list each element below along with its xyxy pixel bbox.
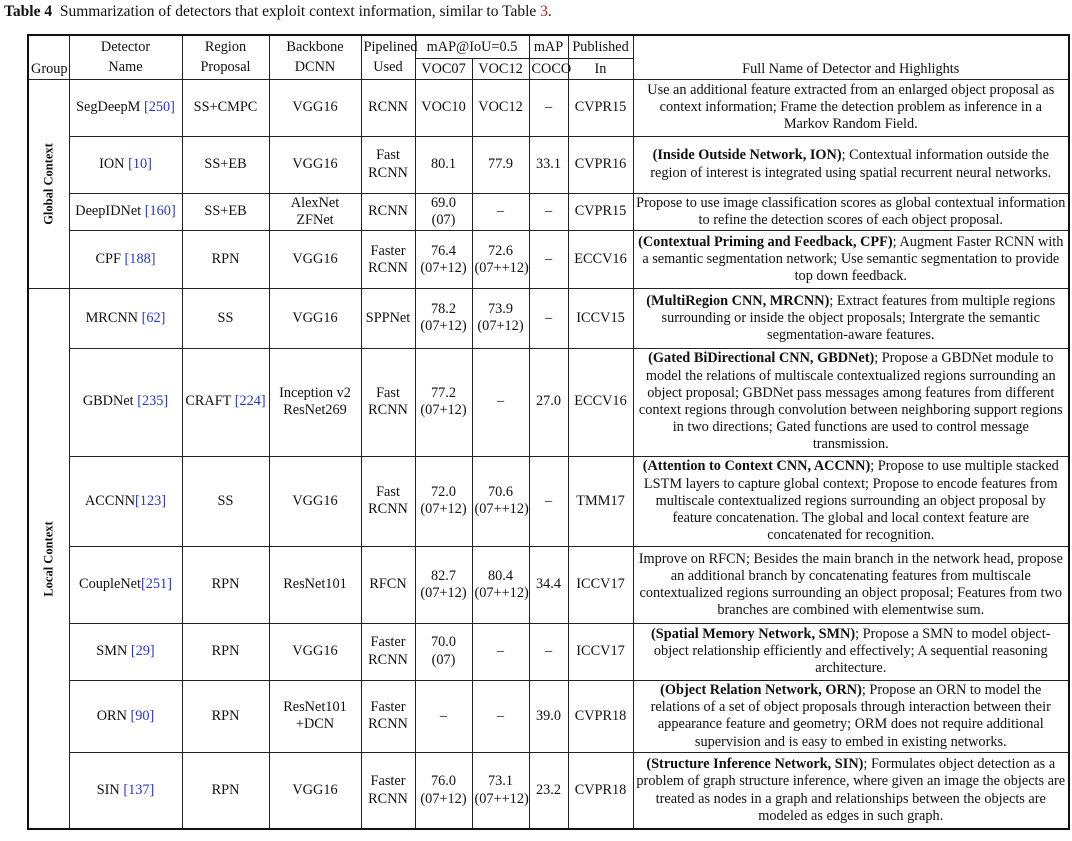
table-row (28, 456, 1069, 547)
header-map-coco-bottom: COCO (529, 58, 568, 79)
cell-line: RCNN (368, 98, 408, 115)
full-name: (Gated BiDirectional CNN, GBDNet) (648, 350, 875, 367)
group-local-context (28, 289, 69, 829)
voc12-cell (472, 193, 529, 231)
highlights-text: Use an additional feature extracted from an enlarged object proposal as context information; Frame the detection problem as inference in a Markov Random Field. (647, 81, 1055, 133)
table-row (28, 193, 1069, 231)
detector-name: GBDNet (82, 393, 134, 410)
full-name: (Inside Outside Network, ION) (652, 147, 842, 164)
cell-line: Fast (376, 484, 400, 501)
citation-link[interactable]: [62] (141, 309, 166, 326)
cell-line: VGG16 (292, 643, 338, 660)
backbone-cell (269, 456, 361, 547)
published-venue: CVPR18 (574, 781, 627, 798)
voc07-cell (415, 456, 472, 547)
highlights-cell (633, 753, 1069, 829)
cell-line: – (439, 707, 448, 724)
header-voc07: VOC07 (415, 58, 472, 79)
cell-line: 72.0 (430, 484, 457, 501)
backbone-cell (269, 231, 361, 289)
region-proposal-cell (182, 193, 269, 231)
coco-value: – (544, 309, 553, 326)
coco-cell (529, 79, 568, 136)
published-cell (568, 79, 633, 136)
published-venue: ICCV17 (576, 576, 625, 593)
cell-line: (07++12) (474, 584, 529, 601)
cell-line: Fast (376, 384, 400, 401)
header-region-proposal: Region Proposal (182, 35, 269, 79)
full-name: (Spatial Memory Network, SMN) (651, 625, 856, 642)
citation-link[interactable]: [235] (137, 393, 169, 410)
published-venue: CVPR16 (574, 155, 627, 172)
cell-line: VGG16 (292, 492, 338, 509)
cell-line: (07++12) (474, 790, 529, 807)
cell-line: (07++12) (474, 259, 529, 276)
detector-name-cell (69, 623, 182, 680)
voc07-cell (415, 753, 472, 829)
highlights-text: Propose to use image classification scores as global contextual information to refine the detection scores of each object proposal. (636, 194, 1066, 228)
highlights-cell (633, 348, 1069, 456)
voc12-cell (472, 79, 529, 136)
coco-value: 33.1 (536, 155, 562, 172)
pipeline-cell (361, 547, 415, 623)
region-proposal: RPN (211, 576, 240, 593)
cell-line: – (496, 707, 505, 724)
published-cell (568, 623, 633, 680)
cell-line: 77.2 (430, 384, 457, 401)
table-row (28, 289, 1069, 348)
detector-name: CoupleNet (79, 576, 141, 593)
detectors-table (27, 34, 1070, 830)
pipeline-cell (361, 623, 415, 680)
cell-line: AlexNet (290, 194, 340, 211)
cell-line: 73.9 (487, 301, 514, 318)
cell-line: (07+12) (477, 318, 524, 335)
backbone-cell (269, 547, 361, 623)
cell-line: ZFNet (296, 211, 334, 228)
cell-line: – (496, 643, 505, 660)
region-proposal: SS+CMPC (193, 98, 258, 115)
detector-name: CPF (95, 251, 121, 268)
cell-line: (07+12) (420, 318, 467, 335)
highlights-text: ; Contextual information outside the region of interest is integrated using spatial recurrent neural networks. (650, 147, 1052, 181)
coco-cell (529, 289, 568, 348)
pipeline-cell (361, 193, 415, 231)
voc12-cell (472, 136, 529, 193)
pipeline-cell (361, 136, 415, 193)
header-published-top: Published (568, 35, 633, 58)
backbone-cell (269, 136, 361, 193)
region-proposal-cell (182, 456, 269, 547)
header-published-bottom: In (568, 58, 633, 79)
voc07-cell (415, 193, 472, 231)
voc12-cell (472, 456, 529, 547)
coco-value: – (544, 251, 553, 268)
published-cell (568, 193, 633, 231)
detector-name-cell (69, 348, 182, 456)
group-global-context (28, 79, 69, 289)
backbone-cell (269, 623, 361, 680)
published-venue: ICCV15 (576, 309, 625, 326)
header-detector: Detector Name (69, 35, 182, 79)
backbone-cell (269, 79, 361, 136)
citation-link[interactable]: [123] (135, 492, 166, 509)
backbone-cell (269, 680, 361, 752)
citation-link[interactable]: [137] (123, 781, 155, 798)
citation-link[interactable]: [29] (130, 643, 155, 660)
coco-value: 34.4 (536, 576, 562, 593)
caption-table-ref[interactable]: 3 (540, 3, 548, 20)
detector-name: ACCNN (84, 492, 136, 509)
region-proposal: RPN (211, 251, 240, 268)
cell-line: (07+12) (420, 402, 467, 418)
published-cell (568, 753, 633, 829)
highlights-cell (633, 289, 1069, 348)
cell-line: VOC12 (478, 98, 523, 115)
cell-line: ResNet101 (283, 699, 347, 716)
cell-line: ResNet101 (283, 576, 347, 593)
cell-line: Fast (376, 147, 400, 164)
cell-line: RCNN (368, 402, 408, 418)
full-name: (Attention to Context CNN, ACCNN) (642, 458, 871, 475)
cell-line: RCNN (368, 203, 408, 220)
full-name: (Contextual Priming and Feedback, CPF) (638, 234, 893, 251)
region-proposal: CRAFT (185, 393, 232, 410)
coco-value: 23.2 (536, 781, 562, 798)
highlights-text: ; Propose an ORN to model the relations of a set of object proposals through interaction between their appearance feature and geometry; ORM does not require additional supervision and is easy to embed in existing networks. (650, 681, 1051, 750)
header-map-coco-top: mAP (529, 35, 568, 58)
table-row (28, 680, 1069, 752)
cell-line: (07+12) (420, 259, 467, 276)
backbone-cell (269, 289, 361, 348)
voc07-cell (415, 680, 472, 752)
highlights-cell (633, 623, 1069, 680)
citation-link[interactable]: [160] (144, 203, 176, 220)
detector-name-cell (69, 231, 182, 289)
citation-link[interactable]: [90] (130, 707, 155, 724)
voc07-cell (415, 623, 472, 680)
coco-cell (529, 680, 568, 752)
cell-line: Inception v2 (279, 384, 351, 401)
published-cell (568, 136, 633, 193)
cell-line: (07) (431, 651, 456, 668)
coco-cell (529, 231, 568, 289)
voc07-cell (415, 289, 472, 348)
region-proposal-cell (182, 289, 269, 348)
cell-line: 80.1 (430, 155, 457, 172)
cell-line: Faster (370, 773, 406, 790)
detector-name: ORN (96, 707, 127, 724)
cell-line: RCNN (368, 259, 408, 276)
highlights-text: Improve on RFCN; Besides the main branch in the network head, propose an additional branch by concatenating features from multiscale contextualized regions surrounding an object proposal; Features from two branches are combined with elementwise sum. (638, 550, 1063, 619)
header-group: Group (28, 35, 69, 79)
voc07-cell (415, 136, 472, 193)
pipeline-cell (361, 79, 415, 136)
table-body (28, 79, 1069, 829)
detector-name: DeepIDNet (75, 203, 142, 220)
voc07-cell (415, 231, 472, 289)
cell-line: RCNN (368, 790, 408, 807)
table-row (28, 547, 1069, 623)
detector-name-cell (69, 136, 182, 193)
backbone-cell (269, 193, 361, 231)
region-proposal-cell (182, 348, 269, 456)
cell-line: 70.0 (430, 634, 457, 651)
published-cell (568, 231, 633, 289)
full-name: (MultiRegion CNN, MRCNN) (646, 292, 830, 309)
cell-line: VGG16 (292, 98, 338, 115)
detector-name: SIN (96, 781, 120, 798)
coco-cell (529, 753, 568, 829)
coco-cell (529, 547, 568, 623)
cell-line: ResNet269 (283, 402, 347, 418)
pipeline-cell (361, 680, 415, 752)
cell-line: VGG16 (292, 155, 338, 172)
citation-link[interactable]: [10] (128, 155, 152, 172)
full-name: (Object Relation Network, ORN) (660, 681, 862, 698)
published-venue: CVPR18 (574, 707, 627, 724)
voc12-cell (472, 623, 529, 680)
cell-line: +DCN (295, 716, 335, 733)
pipeline-cell (361, 289, 415, 348)
cell-line: (07+12) (420, 501, 467, 518)
caption-text: Summarization of detectors that exploit context information, similar to Table (59, 3, 537, 20)
region-proposal: SS+EB (204, 203, 247, 220)
voc07-cell (415, 79, 472, 136)
voc07-cell (415, 547, 472, 623)
full-name: (Structure Inference Network, SIN) (646, 756, 864, 773)
highlights-text: ; Augment Faster RCNN with a semantic segmentation network; Use semantic segmentation to provide top down feedback. (642, 234, 1064, 285)
published-cell (568, 547, 633, 623)
cell-line: RCNN (368, 651, 408, 668)
voc12-cell (472, 547, 529, 623)
cell-line: Faster (370, 699, 406, 716)
coco-cell (529, 456, 568, 547)
voc12-cell (472, 231, 529, 289)
published-venue: ECCV16 (574, 393, 627, 410)
coco-value: 39.0 (536, 707, 562, 724)
cell-line: 73.1 (487, 773, 514, 790)
cell-line: RCNN (368, 164, 408, 181)
cell-line: RCNN (368, 716, 408, 733)
pipeline-cell (361, 348, 415, 456)
published-venue: CVPR15 (574, 203, 627, 220)
voc12-cell (472, 680, 529, 752)
published-venue: ECCV16 (574, 251, 627, 268)
published-venue: CVPR15 (574, 98, 627, 115)
region-proposal: RPN (211, 643, 240, 660)
coco-cell (529, 193, 568, 231)
table-row (28, 753, 1069, 829)
published-cell (568, 348, 633, 456)
cell-line: SPPNet (365, 309, 411, 326)
header-pipelined: Pipelined Used (361, 35, 415, 79)
cell-line: 76.0 (430, 773, 457, 790)
cell-line: VGG16 (292, 309, 338, 326)
voc12-cell (472, 289, 529, 348)
citation-link[interactable]: [251] (140, 576, 172, 593)
cell-line: (07++12) (474, 501, 529, 518)
region-proposal: SS+EB (204, 155, 247, 172)
cell-line: 70.6 (487, 484, 514, 501)
detector-name: SMN (96, 643, 128, 660)
detector-name-cell (69, 547, 182, 623)
coco-value: 27.0 (536, 393, 562, 410)
cell-line: 80.4 (487, 567, 514, 584)
cell-line: 76.4 (430, 242, 457, 259)
voc07-cell (415, 348, 472, 456)
region-proposal-cell (182, 680, 269, 752)
published-cell (568, 680, 633, 752)
cell-line: – (496, 393, 505, 410)
highlights-cell (633, 136, 1069, 193)
group-label: Global Context (41, 143, 56, 225)
table-row (28, 348, 1069, 456)
region-proposal-cell (182, 136, 269, 193)
region-proposal-cell (182, 547, 269, 623)
cell-line: 78.2 (430, 301, 457, 318)
region-proposal-cell (182, 79, 269, 136)
coco-cell (529, 136, 568, 193)
region-proposal-cell (182, 231, 269, 289)
pipeline-cell (361, 231, 415, 289)
voc12-cell (472, 753, 529, 829)
highlights-text: ; Propose a SMN to model object-object relationship efficiently and effectively; A sequential reasoning architecture. (653, 625, 1051, 677)
cell-line: 77.9 (487, 155, 514, 172)
coco-value: – (544, 492, 553, 509)
cell-line: 69.0 (430, 194, 457, 211)
coco-cell (529, 623, 568, 680)
cell-line: VGG16 (292, 781, 338, 798)
coco-value: – (544, 203, 553, 220)
region-proposal-cell (182, 623, 269, 680)
table-row (28, 623, 1069, 680)
cell-line: Faster (370, 634, 406, 651)
coco-value: – (544, 98, 553, 115)
detector-name-cell (69, 753, 182, 829)
coco-cell (529, 348, 568, 456)
backbone-cell (269, 753, 361, 829)
table-row (28, 231, 1069, 289)
table-row (28, 136, 1069, 193)
pipeline-cell (361, 456, 415, 547)
cell-line: 72.6 (487, 242, 514, 259)
published-cell (568, 289, 633, 348)
cell-line: RCNN (368, 501, 408, 518)
detector-name: MRCNN (85, 309, 139, 326)
region-proposal: SS (217, 309, 234, 326)
cell-line: (07+12) (420, 584, 467, 601)
region-proposal: SS (217, 492, 234, 509)
cell-line: Faster (370, 242, 406, 259)
highlights-cell (633, 231, 1069, 289)
citation-link[interactable]: [250] (143, 98, 175, 115)
highlights-text: ; Propose to use multiple stacked LSTM layers to capture global context; Propose to encode features from multiscale contextualized regions surrounding an object proposal by feature concatenation. The global and local context feature are concatenated for recognition. (643, 458, 1059, 544)
citation-link[interactable]: [188] (124, 251, 156, 268)
cell-line: VGG16 (292, 251, 338, 268)
detector-name-cell (69, 79, 182, 136)
highlights-text: ; Extract features from multiple regions surrounding or inside the object proposals; Intergrate the semantic segmentation-aware features. (661, 292, 1056, 344)
published-venue: ICCV17 (576, 643, 625, 660)
highlights-cell (633, 680, 1069, 752)
region-proposal: RPN (211, 781, 240, 798)
region-proposal: RPN (211, 707, 240, 724)
header-voc12: VOC12 (472, 58, 529, 79)
cell-line: (07+12) (420, 790, 467, 807)
highlights-cell (633, 193, 1069, 231)
caption-end: . (547, 3, 552, 20)
coco-value: – (544, 643, 553, 660)
highlights-cell (633, 456, 1069, 547)
cell-line: VOC10 (421, 98, 466, 115)
cell-line: (07) (431, 211, 456, 228)
header-backbone: Backbone DCNN (269, 35, 361, 79)
cell-line: RFCN (369, 576, 407, 593)
citation-link[interactable]: [224] (234, 393, 266, 410)
detector-name: ION (99, 155, 125, 172)
published-cell (568, 456, 633, 547)
table-row (28, 79, 1069, 136)
highlights-cell (633, 79, 1069, 136)
detector-name-cell (69, 193, 182, 231)
table-label: Table 4 (4, 3, 53, 20)
highlights-text: ; Propose a GBDNet module to model the relations of multiscale contextualized regions surrounding an object proposal; GBDNet pass messages among features from different context regions through convolution between neighboring support regions in two directions; Gated functions are used to control message transmission. (638, 350, 1063, 453)
detector-name-cell (69, 456, 182, 547)
detector-name: SegDeepM (76, 98, 141, 115)
table-caption (4, 3, 552, 21)
voc12-cell (472, 348, 529, 456)
detector-name-cell (69, 680, 182, 752)
backbone-cell (269, 348, 361, 456)
header-map-iou: mAP@IoU=0.5 (415, 35, 529, 58)
cell-line: 82.7 (430, 567, 457, 584)
pipeline-cell (361, 753, 415, 829)
group-label: Local Context (41, 521, 56, 597)
region-proposal-cell (182, 753, 269, 829)
cell-line: – (496, 203, 505, 220)
header-fullname: Full Name of Detector and Highlights (633, 35, 1069, 79)
published-venue: TMM17 (576, 492, 625, 509)
highlights-text: ; Formulates object detection as a problem of graph structure inference, where given an image the objects are treated as nodes in a graph and relationships between the objects are modeled as edges in such graph. (636, 756, 1066, 824)
highlights-cell (633, 547, 1069, 623)
detector-name-cell (69, 289, 182, 348)
